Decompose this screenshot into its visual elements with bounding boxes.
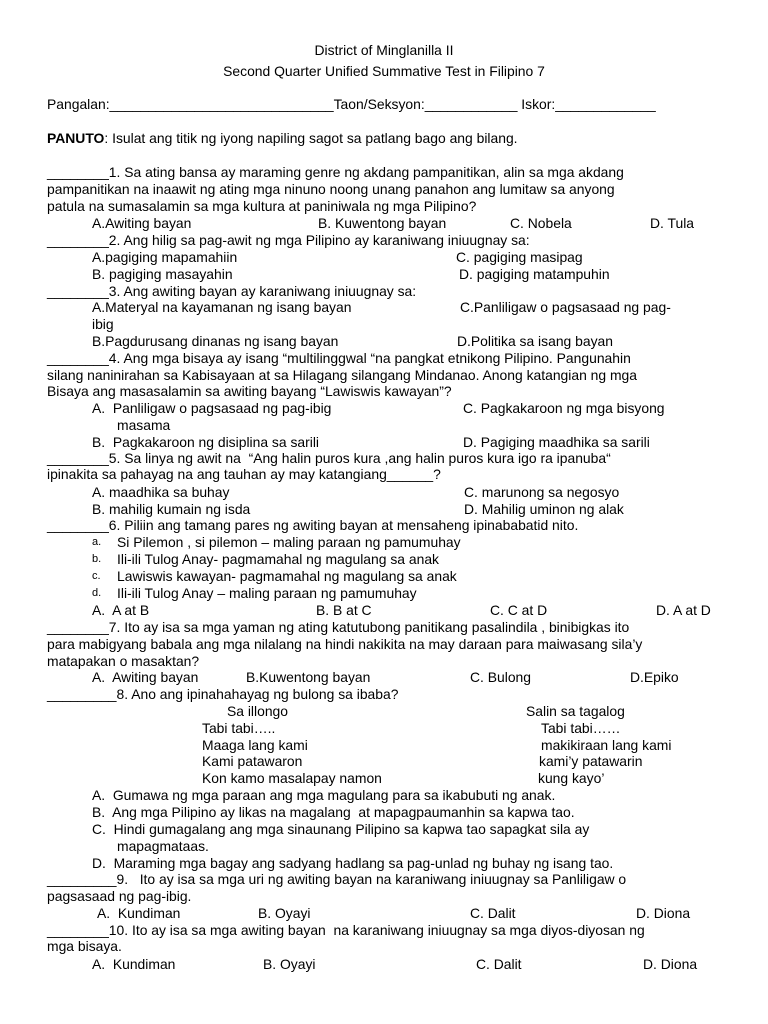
q6-choice-d: D. A at D bbox=[656, 602, 711, 618]
q5-choice-c: C. marunong sa negosyo bbox=[464, 484, 620, 500]
q8-choice-c: C. Hindi gumagalang ang mga sinaunang Pilipino sa kapwa tao sapagkat sila ay bbox=[92, 821, 590, 837]
q1-choice-b: B. Kuwentong bayan bbox=[318, 215, 447, 231]
q7-choice-c: C. Bulong bbox=[470, 669, 532, 685]
question-3-line-1: ________3. Ang awiting bayan ay karaniwang iniuugnay sa: bbox=[47, 283, 417, 299]
q6-item-mark: a. bbox=[92, 536, 102, 548]
question-10-line-2: mga bisaya. bbox=[47, 938, 122, 954]
q6-item-mark: d. bbox=[92, 587, 102, 599]
q8-left-heading: Sa illongo bbox=[227, 703, 289, 719]
q5-choice-d: D. Mahilig uminon ng alak bbox=[464, 501, 624, 517]
instructions-text: : Isulat ang titik ng iyong napiling sagot sa patlang bago ang bilang. bbox=[104, 130, 518, 146]
q3-choice-a: A.Materyal na kayamanan ng isang bayan bbox=[92, 299, 352, 315]
q2-choice-a: A.pagiging mapamahiin bbox=[92, 249, 238, 265]
q7-choice-a: A. Awiting bayan bbox=[92, 669, 199, 685]
q1-choice-c: C. Nobela bbox=[510, 215, 572, 231]
q6-item-mark: c. bbox=[92, 570, 101, 582]
q6-item-text: Ili-ili Tulog Anay- pagmamahal ng magulang sa anak bbox=[117, 551, 439, 567]
q8-choice-c-cont: mapagmataas. bbox=[117, 838, 209, 854]
instructions bbox=[47, 130, 518, 147]
q7-choice-b: B.Kuwentong bayan bbox=[246, 669, 371, 685]
q2-choice-c: C. pagiging masipag bbox=[456, 249, 583, 265]
q8-choice-d: D. Maraming mga bagay ang sadyang hadlang sa pag-unlad ng buhay ng isang tao. bbox=[92, 855, 614, 871]
question-7-line-2: para mabigyang babala ang mga nilalang na hindi nakikita na may daraan para maiwasang sila’y bbox=[47, 636, 643, 652]
q8-translation-line: makikiraan lang kami bbox=[541, 737, 672, 753]
q9-choice-a: A. Kundiman bbox=[97, 905, 181, 921]
q2-choice-d: D. pagiging matampuhin bbox=[459, 266, 610, 282]
q5-choice-a: A. maadhika sa buhay bbox=[92, 484, 230, 500]
q4-choice-b: B. Pagkakaroon ng disiplina sa sarili bbox=[92, 434, 320, 450]
question-1-line-1: ________1. Sa ating bansa ay maraming genre ng akdang pampanitikan, alin sa mga akdang bbox=[47, 164, 624, 180]
q4-choice-d: D. Pagiging maadhika sa sarili bbox=[463, 434, 650, 450]
question-7-line-3: matapakan o masaktan? bbox=[47, 653, 200, 669]
test-title: Second Quarter Unified Summative Test in Filipino 7 bbox=[223, 63, 545, 79]
q6-choice-a: A. A at B bbox=[92, 602, 150, 618]
q2-choice-b: B. pagiging masayahin bbox=[92, 266, 233, 282]
question-5-line-1: ________5. Sa linya ng awit na “Ang halin puros kura ,ang halin puros kura igo ra ipanuba“ bbox=[47, 450, 611, 466]
student-info-fields: Pangalan:_____________________________Taon/Seksyon:____________ Iskor:_____________ bbox=[47, 96, 656, 112]
q8-translation-line: Tabi tabi…… bbox=[541, 720, 621, 736]
q6-choice-c: C. C at D bbox=[490, 602, 548, 618]
q1-choice-a: A.Awiting bayan bbox=[92, 215, 192, 231]
question-10-line-1: ________10. Ito ay isa sa mga awiting bayan na karaniwang iniuugnay sa mga diyos-diyosan ng bbox=[47, 922, 645, 938]
q1-choice-d: D. Tula bbox=[650, 215, 695, 231]
question-6-line-1: ________6. Piliin ang tamang pares ng awiting bayan at mensaheng ipinababatid nito. bbox=[47, 517, 579, 533]
q4-choice-c: C. Pagkakaroon ng mga bisyong bbox=[463, 400, 665, 416]
q3-choice-c: C.Panliligaw o pagsasaad ng pag- bbox=[460, 299, 671, 315]
q8-poem-line: Maaga lang kami bbox=[202, 737, 308, 753]
q6-item-text: Lawiswis kawayan- pagmamahal ng magulang sa anak bbox=[117, 568, 457, 584]
q5-choice-b: B. mahilig kumain ng isda bbox=[92, 501, 251, 517]
q10-choice-a: A. Kundiman bbox=[92, 956, 176, 972]
q8-choice-b: B. Ang mga Pilipino ay likas na magalang at mapagpaumanhin sa kapwa tao. bbox=[92, 804, 575, 820]
q8-choice-a: A. Gumawa ng mga paraan ang mga magulang para sa ikabubuti ng anak. bbox=[92, 787, 556, 803]
q9-choice-b: B. Oyayi bbox=[258, 905, 311, 921]
q6-item-text: Ili-ili Tulog Anay – maling paraan ng pamumuhay bbox=[117, 585, 417, 601]
question-4-line-3: Bisaya ang masasalamin sa awiting bayang “Lawiswis kawayan”? bbox=[47, 383, 452, 399]
q10-choice-c: C. Dalit bbox=[476, 956, 522, 972]
q8-poem-line: Kon kamo masalapay namon bbox=[202, 770, 382, 786]
q6-choice-b: B. B at C bbox=[316, 602, 372, 618]
question-1-line-2: pampanitikan na inaawit ng ating mga ninuno noong unang panahon ang lumitaw sa anyong bbox=[47, 181, 615, 197]
q8-poem-line: Tabi tabi….. bbox=[202, 720, 276, 736]
q8-translation-line: kung kayo’ bbox=[538, 770, 605, 786]
question-7-line-1: ________7. Ito ay isa sa mga yaman ng ating katutubong panitikang pasalindila , binibigkas ito bbox=[47, 619, 630, 635]
question-4-line-2: silang naninirahan sa Kabisayaan at sa Hilagang silangang Mindanao. Anong katangian ng mga bbox=[47, 367, 638, 383]
question-8-line-1: _________8. Ano ang ipinahahayag ng bulong sa ibaba? bbox=[47, 686, 399, 702]
q3-choice-d: D.Politika sa isang bayan bbox=[457, 333, 613, 349]
q6-item-mark: b. bbox=[92, 553, 102, 565]
q10-choice-b: B. Oyayi bbox=[263, 956, 316, 972]
question-2-line-1: ________2. Ang hilig sa pag-awit ng mga Pilipino ay karaniwang iniuugnay sa: bbox=[47, 232, 530, 248]
q9-choice-c: C. Dalit bbox=[470, 905, 516, 921]
q4-choice-a: A. Panliligaw o pagsasaad ng pag-ibig bbox=[92, 400, 332, 416]
question-9-line-1: _________9. Ito ay isa sa mga uri ng awiting bayan na karaniwang iniuugnay sa Panliligaw o bbox=[47, 871, 627, 887]
district-heading: District of Minglanilla II bbox=[314, 42, 454, 58]
question-5-line-2: ipinakita sa pahayag na ang tauhan ay may katangiang______? bbox=[47, 466, 441, 482]
instructions-label: PANUTO bbox=[47, 130, 105, 146]
q10-choice-d: D. Diona bbox=[643, 956, 698, 972]
q6-item-text: Si Pilemon , si pilemon – maling paraan ng pamumuhay bbox=[117, 534, 461, 550]
q8-translation-line: kami’y patawarin bbox=[539, 753, 643, 769]
q8-right-heading: Salin sa tagalog bbox=[526, 703, 625, 719]
q8-poem-line: Kami patawaron bbox=[202, 753, 303, 769]
question-9-line-2: pagsasaad ng pag-ibig. bbox=[47, 888, 192, 904]
q4-choice-a-cont: masama bbox=[117, 417, 171, 433]
question-4-line-1: ________4. Ang mga bisaya ay isang “multilinggwal “na pangkat etnikong Pilipino. Pangunahin bbox=[47, 350, 631, 366]
q9-choice-d: D. Diona bbox=[636, 905, 691, 921]
q3-choice-c-cont: ibig bbox=[92, 316, 114, 332]
question-1-line-3: patula na sumasalamin sa mga kultura at paniniwala ng mga Pilipino? bbox=[47, 198, 477, 214]
q3-choice-b: B.Pagdurusang dinanas ng isang bayan bbox=[92, 333, 339, 349]
q7-choice-d: D.Epiko bbox=[630, 669, 679, 685]
